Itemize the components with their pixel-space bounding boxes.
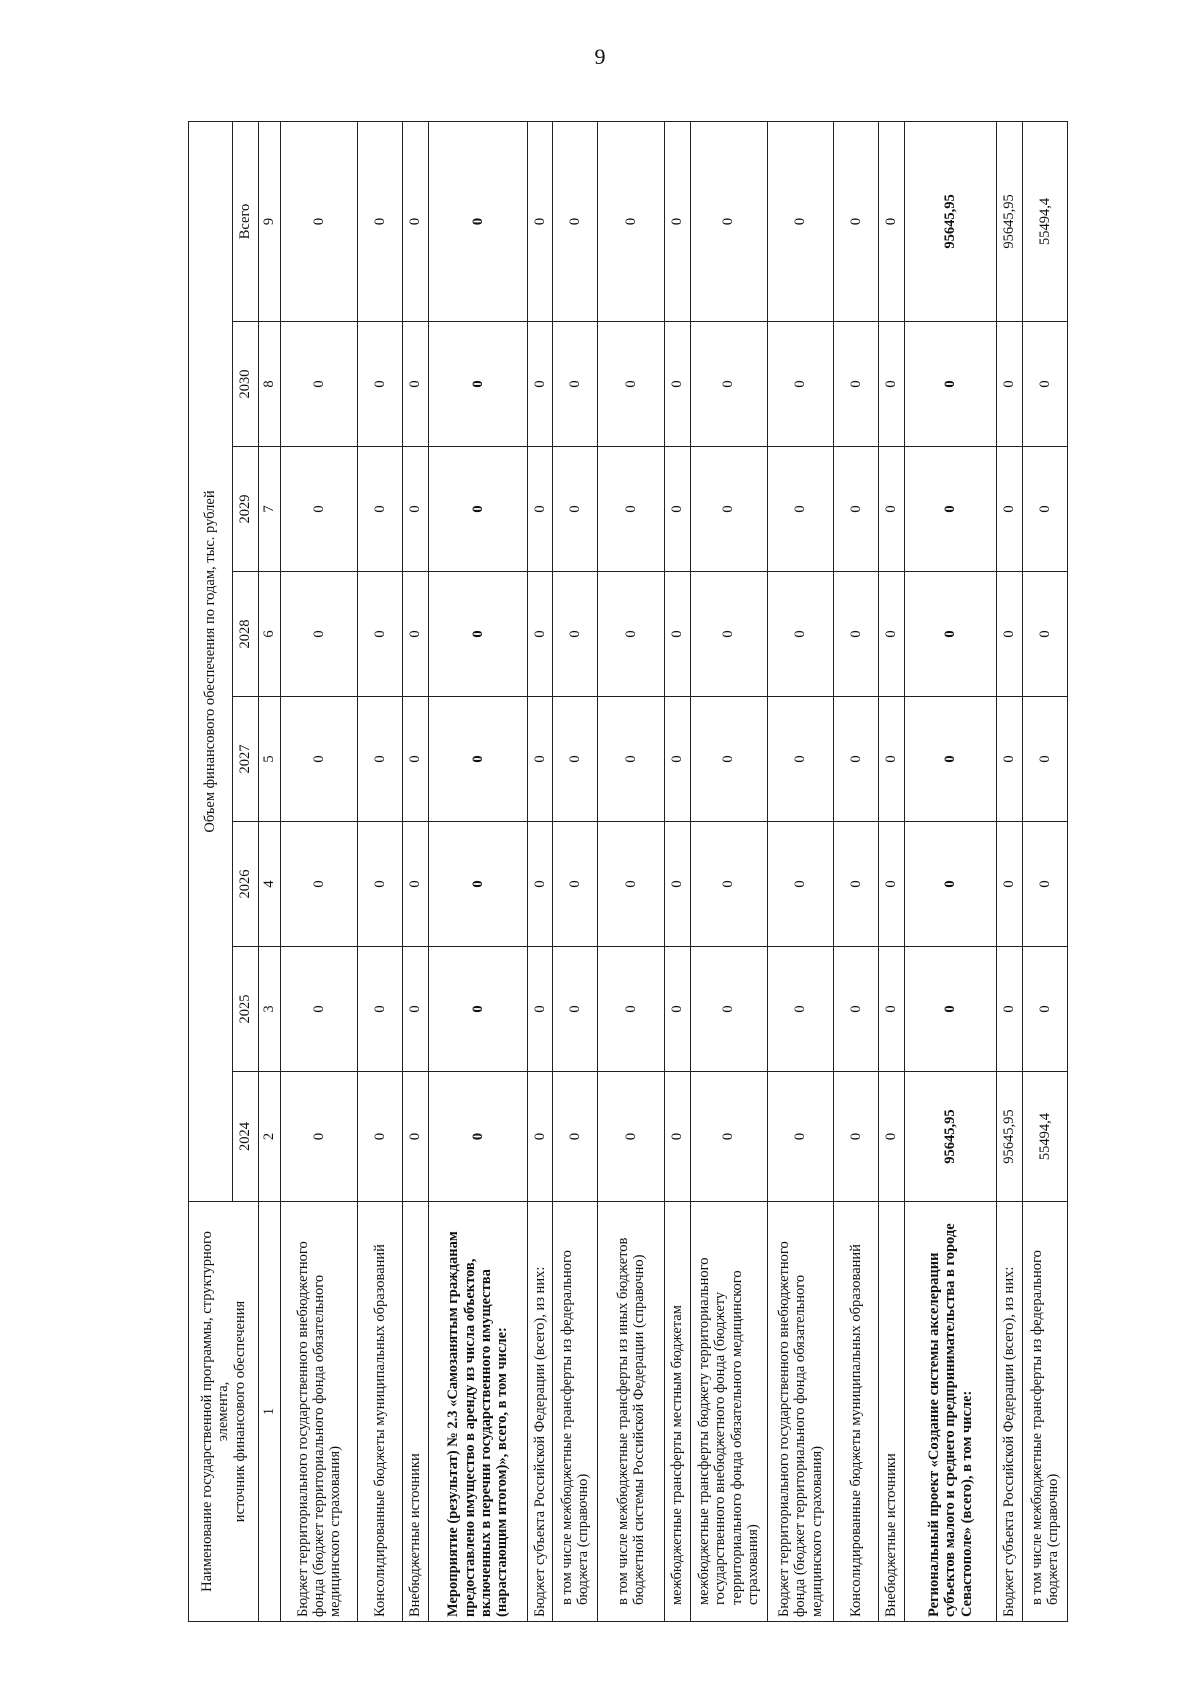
row-value: 0 (690, 947, 767, 1072)
header-column-number-0: 1 (259, 1202, 281, 1622)
header-year-6: 2030 (233, 322, 259, 447)
row-value: 55494,4 (1022, 121, 1067, 321)
row-name: Внебюджетные источники (879, 1202, 905, 1622)
header-volume-title: Объем финансового обеспечения по годам, тыс. рублей (189, 121, 233, 1201)
table-row (767, 121, 833, 1621)
row-value: 0 (428, 572, 527, 697)
row-value: 0 (358, 447, 403, 572)
financing-table (188, 121, 1068, 1622)
row-value: 0 (403, 121, 429, 321)
row-name: Консолидированные бюджеты муниципальных образований (834, 1202, 879, 1622)
row-value: 0 (553, 822, 598, 947)
header-year-0: 2024 (233, 1072, 259, 1202)
row-value: 0 (834, 822, 879, 947)
table-row (690, 121, 767, 1621)
row-value: 0 (553, 572, 598, 697)
header-year-3: 2027 (233, 697, 259, 822)
row-value: 0 (879, 822, 905, 947)
row-name: Региональный проект «Создание системы акселерации субъектов малого и среднего предпринимательства в городе Севастополе» (всего), в том числе: (904, 1202, 996, 1622)
row-value: 0 (527, 1072, 553, 1202)
row-value: 0 (690, 697, 767, 822)
row-value: 0 (598, 121, 664, 321)
row-value: 0 (527, 697, 553, 822)
row-name: в том числе межбюджетные трансферты из федерального бюджета (справочно) (1022, 1202, 1067, 1622)
row-value: 0 (403, 947, 429, 1072)
row-value: 0 (904, 697, 996, 822)
row-name: Бюджет территориального государственного внебюджетного фонда (бюджет территориального фонда обязательного медицинского страхования) (281, 1202, 358, 1622)
row-value: 0 (690, 572, 767, 697)
row-value: 0 (997, 322, 1023, 447)
table-row (281, 121, 358, 1621)
row-value: 0 (553, 697, 598, 822)
row-value: 0 (767, 121, 833, 321)
table-row (358, 121, 403, 1621)
row-value: 0 (281, 447, 358, 572)
row-name: Консолидированные бюджеты муниципальных образований (358, 1202, 403, 1622)
row-name: Бюджет территориального государственного внебюджетного фонда (бюджет территориального фонда обязательного медицинского страхования) (767, 1202, 833, 1622)
table-row (997, 121, 1023, 1621)
row-value: 0 (428, 697, 527, 822)
header-column-number-2: 3 (259, 947, 281, 1072)
row-value: 0 (403, 822, 429, 947)
row-value: 0 (281, 822, 358, 947)
row-value: 0 (664, 1072, 690, 1202)
row-value: 0 (767, 947, 833, 1072)
header-column-number-8: 9 (259, 121, 281, 321)
row-value: 0 (598, 322, 664, 447)
row-value: 0 (997, 947, 1023, 1072)
header-column-number-3: 4 (259, 822, 281, 947)
row-value: 0 (834, 322, 879, 447)
row-value: 0 (664, 947, 690, 1072)
row-value: 95645,95 (904, 1072, 996, 1202)
row-value: 0 (281, 121, 358, 321)
row-value: 0 (403, 1072, 429, 1202)
row-value: 0 (690, 822, 767, 947)
row-value: 0 (598, 447, 664, 572)
row-value: 0 (690, 322, 767, 447)
row-value: 0 (767, 697, 833, 822)
row-value: 0 (527, 121, 553, 321)
row-value: 0 (553, 121, 598, 321)
row-value: 0 (527, 947, 553, 1072)
row-value: 0 (553, 947, 598, 1072)
row-value: 0 (428, 322, 527, 447)
row-value: 0 (527, 322, 553, 447)
header-column-number-1: 2 (259, 1072, 281, 1202)
row-name: в том числе межбюджетные трансферты из иных бюджетов бюджетной системы Российской Федерации (справочно) (598, 1202, 664, 1622)
row-value: 0 (767, 322, 833, 447)
header-column-number-4: 5 (259, 697, 281, 822)
row-value: 0 (834, 1072, 879, 1202)
row-value: 0 (358, 121, 403, 321)
row-value: 0 (904, 572, 996, 697)
row-value: 0 (1022, 697, 1067, 822)
row-value: 0 (553, 322, 598, 447)
header-year-2: 2026 (233, 822, 259, 947)
table-row (834, 121, 879, 1621)
row-value: 0 (1022, 822, 1067, 947)
row-value: 0 (403, 447, 429, 572)
row-value: 0 (997, 822, 1023, 947)
row-value: 0 (358, 947, 403, 1072)
row-value: 0 (767, 1072, 833, 1202)
row-value: 0 (664, 447, 690, 572)
row-name: в том числе межбюджетные трансферты из федерального бюджета (справочно) (553, 1202, 598, 1622)
table-row (904, 121, 996, 1621)
row-value: 0 (553, 447, 598, 572)
table-row (428, 121, 527, 1621)
header-column-number-5: 6 (259, 572, 281, 697)
row-value: 0 (834, 447, 879, 572)
row-value: 0 (428, 947, 527, 1072)
row-value: 0 (358, 822, 403, 947)
row-value: 0 (598, 947, 664, 1072)
row-value: 0 (428, 121, 527, 321)
row-value: 0 (527, 447, 553, 572)
table-row (1022, 121, 1067, 1621)
row-value: 0 (553, 1072, 598, 1202)
row-name: межбюджетные трансферты местным бюджетам (664, 1202, 690, 1622)
row-value: 0 (281, 572, 358, 697)
row-value: 0 (1022, 447, 1067, 572)
row-value: 0 (767, 822, 833, 947)
header-year-5: 2029 (233, 447, 259, 572)
row-value: 0 (834, 947, 879, 1072)
row-value: 0 (428, 447, 527, 572)
row-value: 0 (879, 447, 905, 572)
row-value: 0 (664, 697, 690, 822)
row-value: 0 (358, 697, 403, 822)
row-value: 0 (428, 1072, 527, 1202)
row-value: 0 (690, 121, 767, 321)
row-value: 55494,4 (1022, 1072, 1067, 1202)
row-name: Внебюджетные источники (403, 1202, 429, 1622)
row-value: 0 (997, 572, 1023, 697)
row-value: 0 (1022, 572, 1067, 697)
header-name-column: Наименование государственной программы, структурного элемента, источник финансового обеспечения (189, 1202, 259, 1622)
row-value: 0 (997, 697, 1023, 822)
row-value: 0 (403, 572, 429, 697)
header-year-7: Всего (233, 121, 259, 321)
rotated-table-container (188, 122, 1068, 1622)
row-value: 0 (879, 947, 905, 1072)
row-value: 0 (403, 697, 429, 822)
header-year-4: 2028 (233, 572, 259, 697)
row-name: Бюджет субъекта Российской Федерации (всего), из них: (527, 1202, 553, 1622)
row-name: Бюджет субъекта Российской Федерации (всего), из них: (997, 1202, 1023, 1622)
table-row (879, 121, 905, 1621)
table-row (664, 121, 690, 1621)
row-value: 0 (281, 947, 358, 1072)
row-value: 0 (904, 822, 996, 947)
row-value: 0 (664, 822, 690, 947)
row-value: 0 (428, 822, 527, 947)
row-value: 0 (1022, 947, 1067, 1072)
row-value: 0 (664, 572, 690, 697)
row-value: 0 (281, 697, 358, 822)
row-value: 0 (904, 947, 996, 1072)
header-column-numbers-row (259, 121, 281, 1621)
row-value: 0 (767, 572, 833, 697)
row-value: 0 (879, 322, 905, 447)
row-value: 0 (904, 447, 996, 572)
row-value: 0 (281, 1072, 358, 1202)
row-value: 0 (834, 572, 879, 697)
row-value: 0 (598, 697, 664, 822)
row-value: 0 (598, 1072, 664, 1202)
row-value: 0 (879, 572, 905, 697)
table-row (553, 121, 598, 1621)
row-value: 0 (598, 822, 664, 947)
row-value: 0 (664, 322, 690, 447)
row-value: 0 (879, 121, 905, 321)
row-value: 0 (358, 322, 403, 447)
page-number: 9 (594, 44, 606, 69)
row-value: 0 (358, 1072, 403, 1202)
row-value: 0 (598, 572, 664, 697)
table-row (403, 121, 429, 1621)
row-value: 0 (527, 822, 553, 947)
row-value: 0 (358, 572, 403, 697)
row-value: 0 (834, 697, 879, 822)
row-name: Мероприятие (результат) № 2.3 «Самозанятым гражданам предоставлено имущество в аренду из числа объектов, включенных в перечни государственного имущества (нарастающим итогом)», всего, в том числе: (428, 1202, 527, 1622)
row-value: 95645,95 (997, 1072, 1023, 1202)
row-value: 0 (527, 572, 553, 697)
row-value: 0 (664, 121, 690, 321)
row-value: 0 (767, 447, 833, 572)
row-value: 0 (879, 1072, 905, 1202)
row-value: 0 (879, 697, 905, 822)
header-column-number-6: 7 (259, 447, 281, 572)
table-row (527, 121, 553, 1621)
table-row (598, 121, 664, 1621)
row-value: 0 (281, 322, 358, 447)
header-column-number-7: 8 (259, 322, 281, 447)
row-value: 0 (690, 447, 767, 572)
header-year-1: 2025 (233, 947, 259, 1072)
row-value: 0 (1022, 322, 1067, 447)
row-name: межбюджетные трансферты бюджету территориального государственного внебюджетного фонда (бюджету территориального фонда обязательного медицинского страхования) (690, 1202, 767, 1622)
row-value: 0 (997, 447, 1023, 572)
row-value: 0 (690, 1072, 767, 1202)
row-value: 0 (403, 322, 429, 447)
table-rotation-wrapper (188, 122, 1068, 1622)
row-value: 0 (904, 322, 996, 447)
row-value: 95645,95 (904, 121, 996, 321)
table-body (281, 121, 1068, 1621)
row-value: 0 (834, 121, 879, 321)
row-value: 95645,95 (997, 121, 1023, 321)
